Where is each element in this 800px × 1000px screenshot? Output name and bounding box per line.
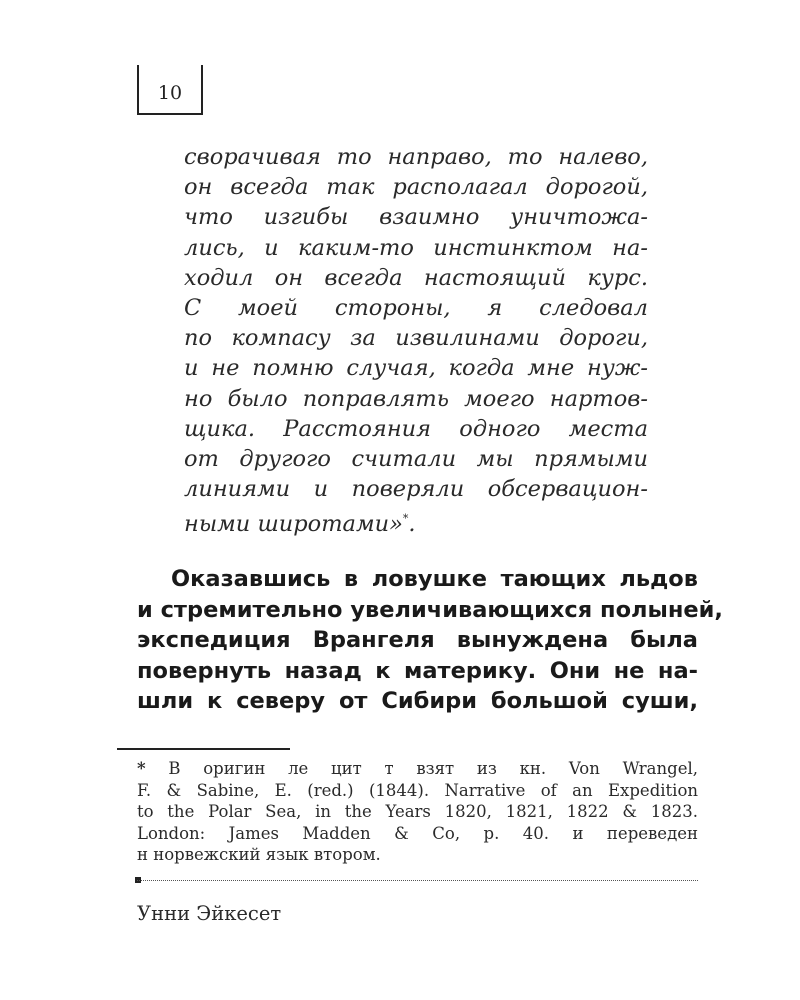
quote-line: он всегда так располагал дорогой, [184,174,648,201]
footnote [137,758,698,866]
quote-line: щика. Расстояния одного места [184,415,648,442]
body-paragraph [137,564,723,717]
quote-last-line-text: ными широтами» [184,511,403,538]
body-line: экспедиция Врангеля вынуждена была [137,627,698,653]
quote-last-line [184,504,648,538]
quote-line: сворачивая то направо, то налево, [184,144,648,170]
body-line: Оказавшись в ловушке тающих льдов [171,566,698,592]
footnote-reference[interactable]: * [402,512,409,526]
quote-line: от другого считали мы прямыми [184,445,648,472]
quote-line: ходил он всегда настоящий курс. [184,264,648,291]
footnote-line [137,758,698,780]
body-line: шли к северу от Сибири большой суши, [137,688,698,714]
footer-dotted-rule [137,880,698,881]
quote-line: линиями и поверяли обсервацион- [184,476,648,503]
body-line: повернуть назад к материку. Они не на- [137,657,698,684]
page-number: 10 [157,82,183,104]
footnote-line: F. & Sabine, E. (red.) (1844). Narrative of an Expedition [137,780,698,800]
page-number-box [137,65,203,115]
quote-end-period: . [408,511,416,538]
quote-line: С моей стороны, я следовал [184,294,648,321]
footnote-line: London: James Madden & Co, p. 40. и переведен [137,823,698,843]
footnote-separator [117,748,290,750]
quote-line: лись, и каким-то инстинктом на- [184,234,648,261]
block-quote [184,142,648,538]
running-footer-author: Унни Эйкесет [137,902,282,925]
body-line: и стремительно увеличивающихся полыней, [137,596,723,623]
quote-line: но было поправлять моего нартов- [184,385,648,412]
quote-line: что изгибы взаимно уничтожа- [184,204,648,231]
quote-line: по компасу за извилинами дороги, [184,325,648,352]
footnote-marker: * [137,759,146,778]
footnote-line: to the Polar Sea, in the Years 1820, 1821, 1822 & 1823. [137,802,698,821]
footnote-line-text: В оригин ле цит т взят из кн. Von Wrangel, [168,759,698,778]
quote-line: и не помню случая, когда мне нуж- [184,355,648,382]
footnote-line: н норвежский язык втором. [137,845,381,864]
